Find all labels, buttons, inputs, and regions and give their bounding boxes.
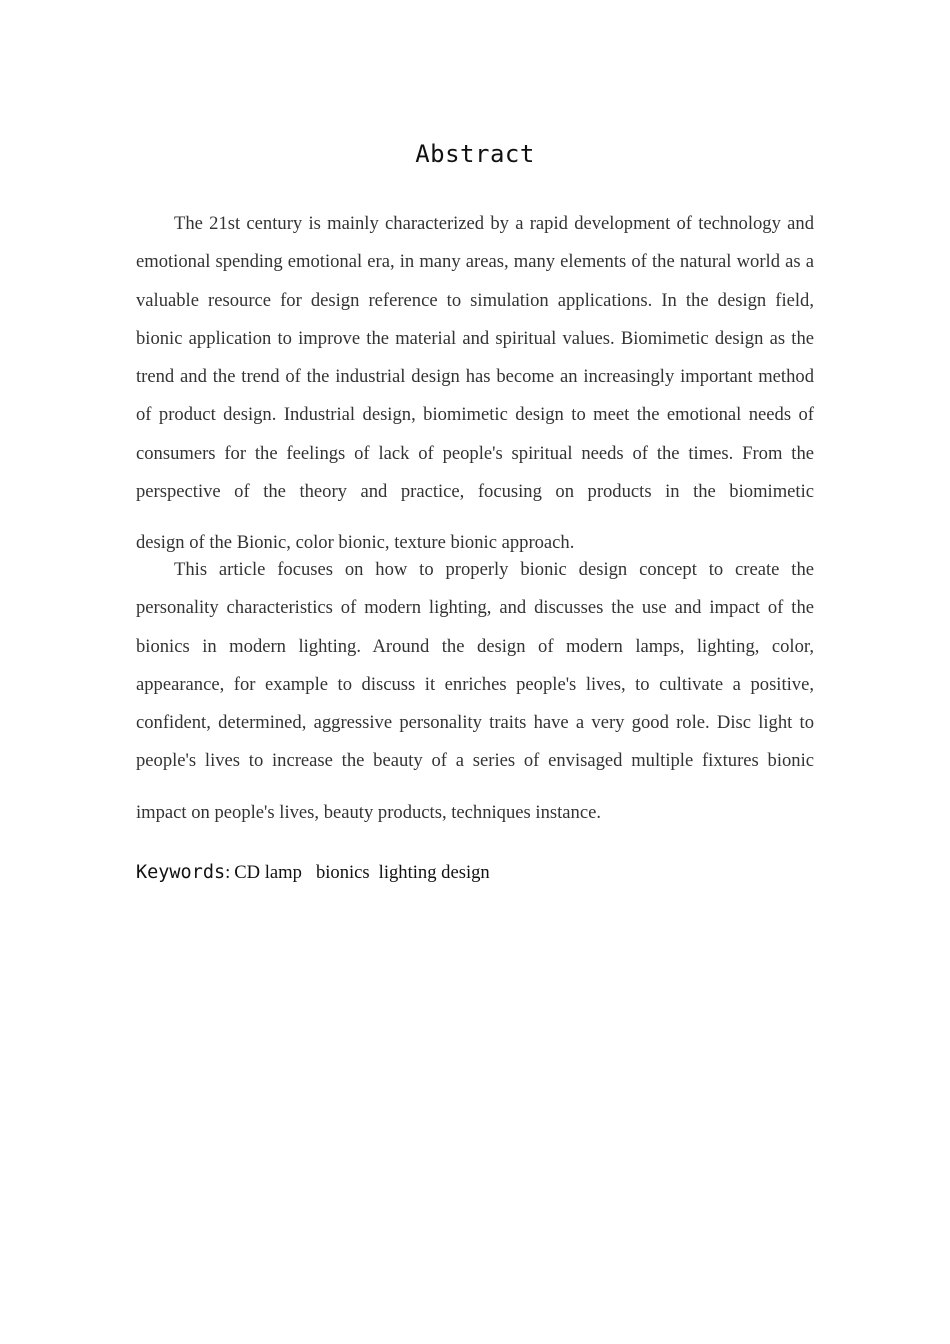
keywords-line — [136, 862, 490, 884]
abstract-title: Abstract — [415, 140, 535, 168]
abstract-paragraph-2 — [136, 551, 814, 832]
paragraph-2-last-line: impact on people's lives, beauty products, techniques instance. — [136, 801, 601, 823]
keyword-item: bionics — [315, 862, 370, 883]
keywords-separator: : — [225, 862, 231, 883]
keyword-item: CD lamp — [234, 862, 302, 883]
paragraph-1-text: The 21st century is mainly characterized by a rapid development of technology and emotional spending emotional era, in many areas, many elements of the natural world as a valuable resource for design reference to simulation applications. In the design field, bionic application to improve the material and spiritual values. Biomimetic design as the trend and the trend of the industrial design has become an increasingly important method of product design. Industrial design, biomimetic design to meet the emotional needs of consumers for the feelings of lack of people's spiritual needs of the times. From the perspective of the theory and practice, focusing on products in the biomimetic — [136, 213, 814, 503]
keyword-item: lighting design — [378, 862, 490, 883]
paragraph-2-text: This article focuses on how to properly bionic design concept to create the personality characteristics of modern lighting, and discusses the use and impact of the bionics in modern lighting. Around the design of modern lamps, lighting, color, appearance, for example to discuss it enriches people's lives, to cultivate a positive, confident, determined, aggressive personality traits have a very good role. Disc light to people's lives to increase the beauty of a series of envisaged multiple fixtures bionic — [136, 559, 814, 772]
abstract-paragraph-1 — [136, 205, 814, 563]
keywords-label: Keywords — [136, 862, 226, 883]
paragraph-1-last-line: design of the Bionic, color bionic, texture bionic approach. — [136, 532, 575, 554]
